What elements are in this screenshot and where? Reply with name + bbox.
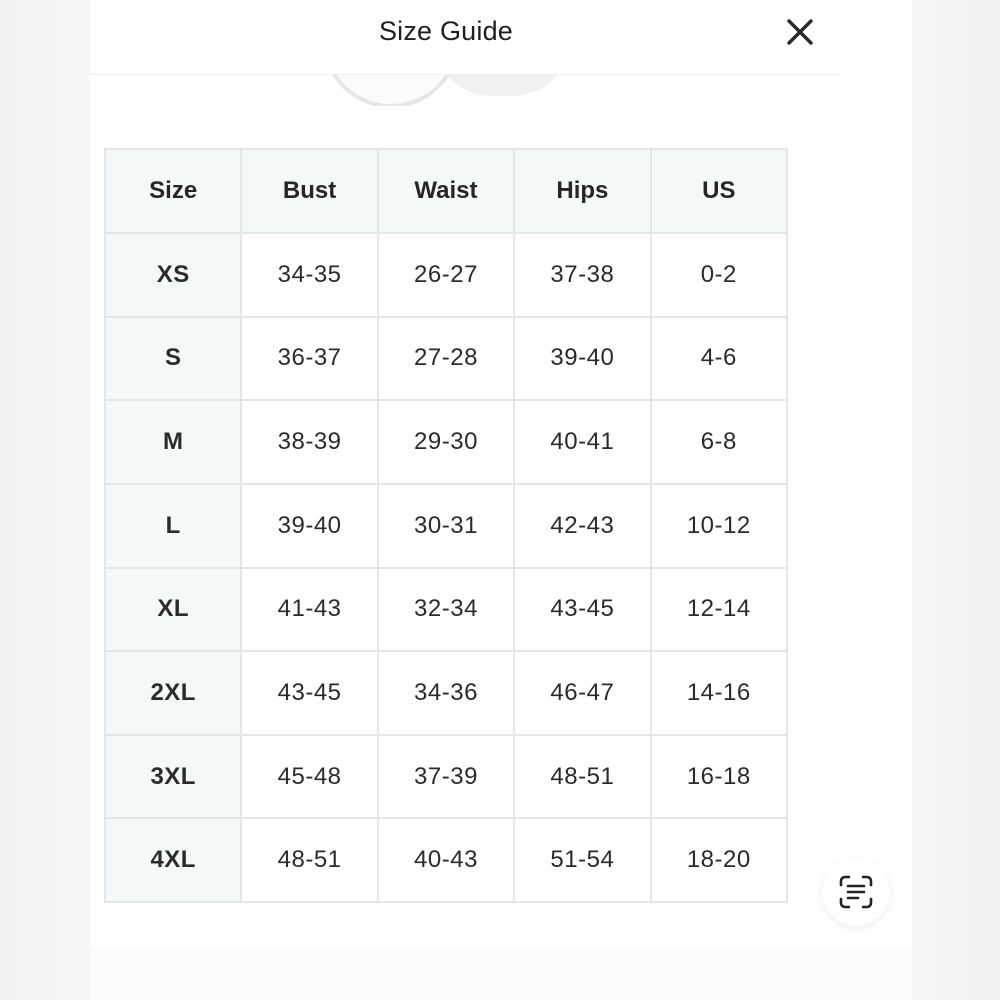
- measurement-cell: 48-51: [514, 735, 650, 819]
- bottom-area: [90, 948, 912, 1000]
- size-label-cell: M: [105, 400, 241, 484]
- measurement-cell: 40-43: [378, 818, 514, 902]
- table-row: [105, 568, 787, 652]
- size-label-cell: S: [105, 317, 241, 401]
- size-label-cell: 4XL: [105, 818, 241, 902]
- table-header-row: [105, 149, 787, 233]
- measurement-cell: 16-18: [651, 735, 787, 819]
- measurement-cell: 37-38: [514, 233, 650, 317]
- background-right: [910, 0, 1000, 1000]
- table-row: [105, 818, 787, 902]
- table-row: [105, 651, 787, 735]
- measurement-cell: 26-27: [378, 233, 514, 317]
- measurement-cell: 10-12: [651, 484, 787, 568]
- measurement-cell: 6-8: [651, 400, 787, 484]
- table-row: [105, 233, 787, 317]
- measurement-cell: 43-45: [514, 568, 650, 652]
- size-label-cell: XS: [105, 233, 241, 317]
- measurement-cell: 37-39: [378, 735, 514, 819]
- measurement-cell: 29-30: [378, 400, 514, 484]
- close-button[interactable]: [782, 14, 818, 50]
- measurement-cell: 0-2: [651, 233, 787, 317]
- size-label-cell: XL: [105, 568, 241, 652]
- measurement-cell: 12-14: [651, 568, 787, 652]
- table-row: [105, 735, 787, 819]
- measurement-cell: 43-45: [241, 651, 377, 735]
- modal-header: [90, 0, 840, 75]
- table-row: [105, 317, 787, 401]
- close-icon: [782, 14, 818, 50]
- size-label-cell: 3XL: [105, 735, 241, 819]
- measurement-cell: 41-43: [241, 568, 377, 652]
- column-header-waist: Waist: [378, 149, 514, 233]
- measurement-cell: 38-39: [241, 400, 377, 484]
- text-scan-button[interactable]: [822, 858, 890, 926]
- measurement-cell: 46-47: [514, 651, 650, 735]
- measurement-cell: 39-40: [514, 317, 650, 401]
- table-row: [105, 484, 787, 568]
- measurement-cell: 32-34: [378, 568, 514, 652]
- size-guide-sheet: [90, 0, 912, 1000]
- column-header-hips: Hips: [514, 149, 650, 233]
- measurement-cell: 48-51: [241, 818, 377, 902]
- size-label-cell: 2XL: [105, 651, 241, 735]
- size-label-cell: L: [105, 484, 241, 568]
- measurement-cell: 45-48: [241, 735, 377, 819]
- measurement-cell: 27-28: [378, 317, 514, 401]
- measurement-cell: 34-35: [241, 233, 377, 317]
- size-chart-table: [104, 148, 788, 903]
- background-left: [0, 0, 90, 1000]
- column-header-bust: Bust: [241, 149, 377, 233]
- measurement-cell: 40-41: [514, 400, 650, 484]
- measurement-cell: 39-40: [241, 484, 377, 568]
- column-header-size: Size: [105, 149, 241, 233]
- measurement-cell: 18-20: [651, 818, 787, 902]
- measurement-cell: 4-6: [651, 317, 787, 401]
- measurement-cell: 51-54: [514, 818, 650, 902]
- page-title: Size Guide: [378, 16, 514, 46]
- measurement-cell: 14-16: [651, 651, 787, 735]
- measurement-cell: 34-36: [378, 651, 514, 735]
- table-body: [105, 233, 787, 902]
- measurement-cell: 36-37: [241, 317, 377, 401]
- table-row: [105, 400, 787, 484]
- column-header-us: US: [651, 149, 787, 233]
- measurement-cell: 42-43: [514, 484, 650, 568]
- text-scan-icon: [836, 872, 876, 912]
- size-chart-container: [104, 148, 788, 903]
- measurement-cell: 30-31: [378, 484, 514, 568]
